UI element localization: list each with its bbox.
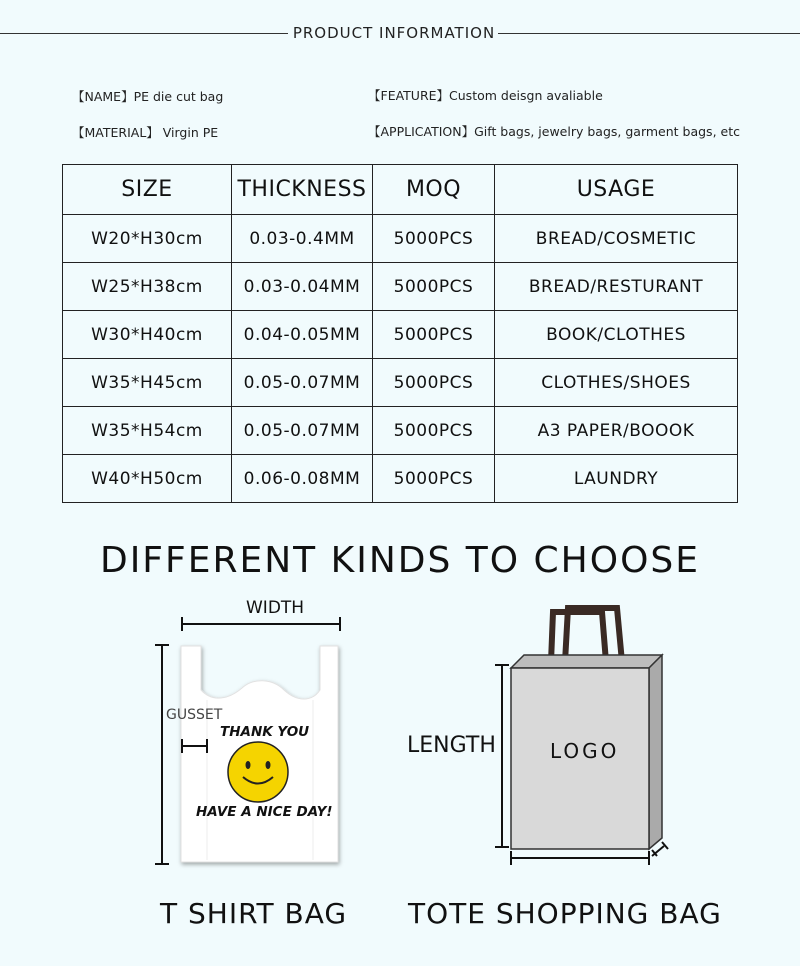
bag-text-nice-day: HAVE A NICE DAY! (196, 804, 333, 820)
tote-handles (551, 608, 622, 662)
cell-moq: 5000PCS (373, 359, 495, 407)
info-material: 【MATERIAL】 Virgin PE (72, 125, 219, 140)
cell-thickness: 0.05-0.07MM (232, 407, 373, 455)
cell-moq: 5000PCS (373, 455, 495, 503)
tshirt-bag-caption: T SHIRT BAG (160, 897, 348, 930)
gusset-label: GUSSET (166, 707, 223, 723)
cell-usage: BREAD/COSMETIC (495, 215, 738, 263)
length-dimension (495, 665, 509, 847)
cell-moq: 5000PCS (373, 215, 495, 263)
cell-moq: 5000PCS (373, 407, 495, 455)
header-size: SIZE (63, 165, 232, 215)
length-label: LENGTH (407, 733, 496, 758)
kinds-title: DIFFERENT KINDS TO CHOOSE (99, 540, 701, 581)
cell-usage: CLOTHES/SHOES (495, 359, 738, 407)
cell-size: W35*H45cm (63, 359, 232, 407)
cell-thickness: 0.03-0.04MM (232, 263, 373, 311)
header-moq: MOQ (373, 165, 495, 215)
cell-usage: BREAD/RESTURANT (495, 263, 738, 311)
cell-size: W30*H40cm (63, 311, 232, 359)
tote-logo: LOGO (550, 739, 620, 763)
cell-size: W40*H50cm (63, 455, 232, 503)
cell-thickness: 0.04-0.05MM (232, 311, 373, 359)
cell-thickness: 0.03-0.4MM (232, 215, 373, 263)
cell-thickness: 0.05-0.07MM (232, 359, 373, 407)
info-name: 【NAME】PE die cut bag (72, 89, 224, 104)
tote-bag-caption: TOTE SHOPPING BAG (408, 897, 722, 930)
cell-thickness: 0.06-0.08MM (232, 455, 373, 503)
info-feature: 【FEATURE】Custom deisgn avaliable (368, 88, 603, 103)
cell-moq: 5000PCS (373, 311, 495, 359)
header-usage: USAGE (495, 165, 738, 215)
cell-size: W20*H30cm (63, 215, 232, 263)
cell-moq: 5000PCS (373, 263, 495, 311)
cell-usage: LAUNDRY (495, 455, 738, 503)
width-label: WIDTH (246, 598, 305, 618)
cell-usage: A3 PAPER/BOOOK (495, 407, 738, 455)
header-thickness: THICKNESS (232, 165, 373, 215)
section-title: PRODUCT INFORMATION (292, 24, 496, 42)
cell-size: W35*H54cm (63, 407, 232, 455)
cell-size: W25*H38cm (63, 263, 232, 311)
cell-usage: BOOK/CLOTHES (495, 311, 738, 359)
info-application: 【APPLICATION】Gift bags, jewelry bags, garment bags, etc (368, 124, 740, 139)
bag-text-thank-you: THANK YOU (220, 724, 310, 740)
